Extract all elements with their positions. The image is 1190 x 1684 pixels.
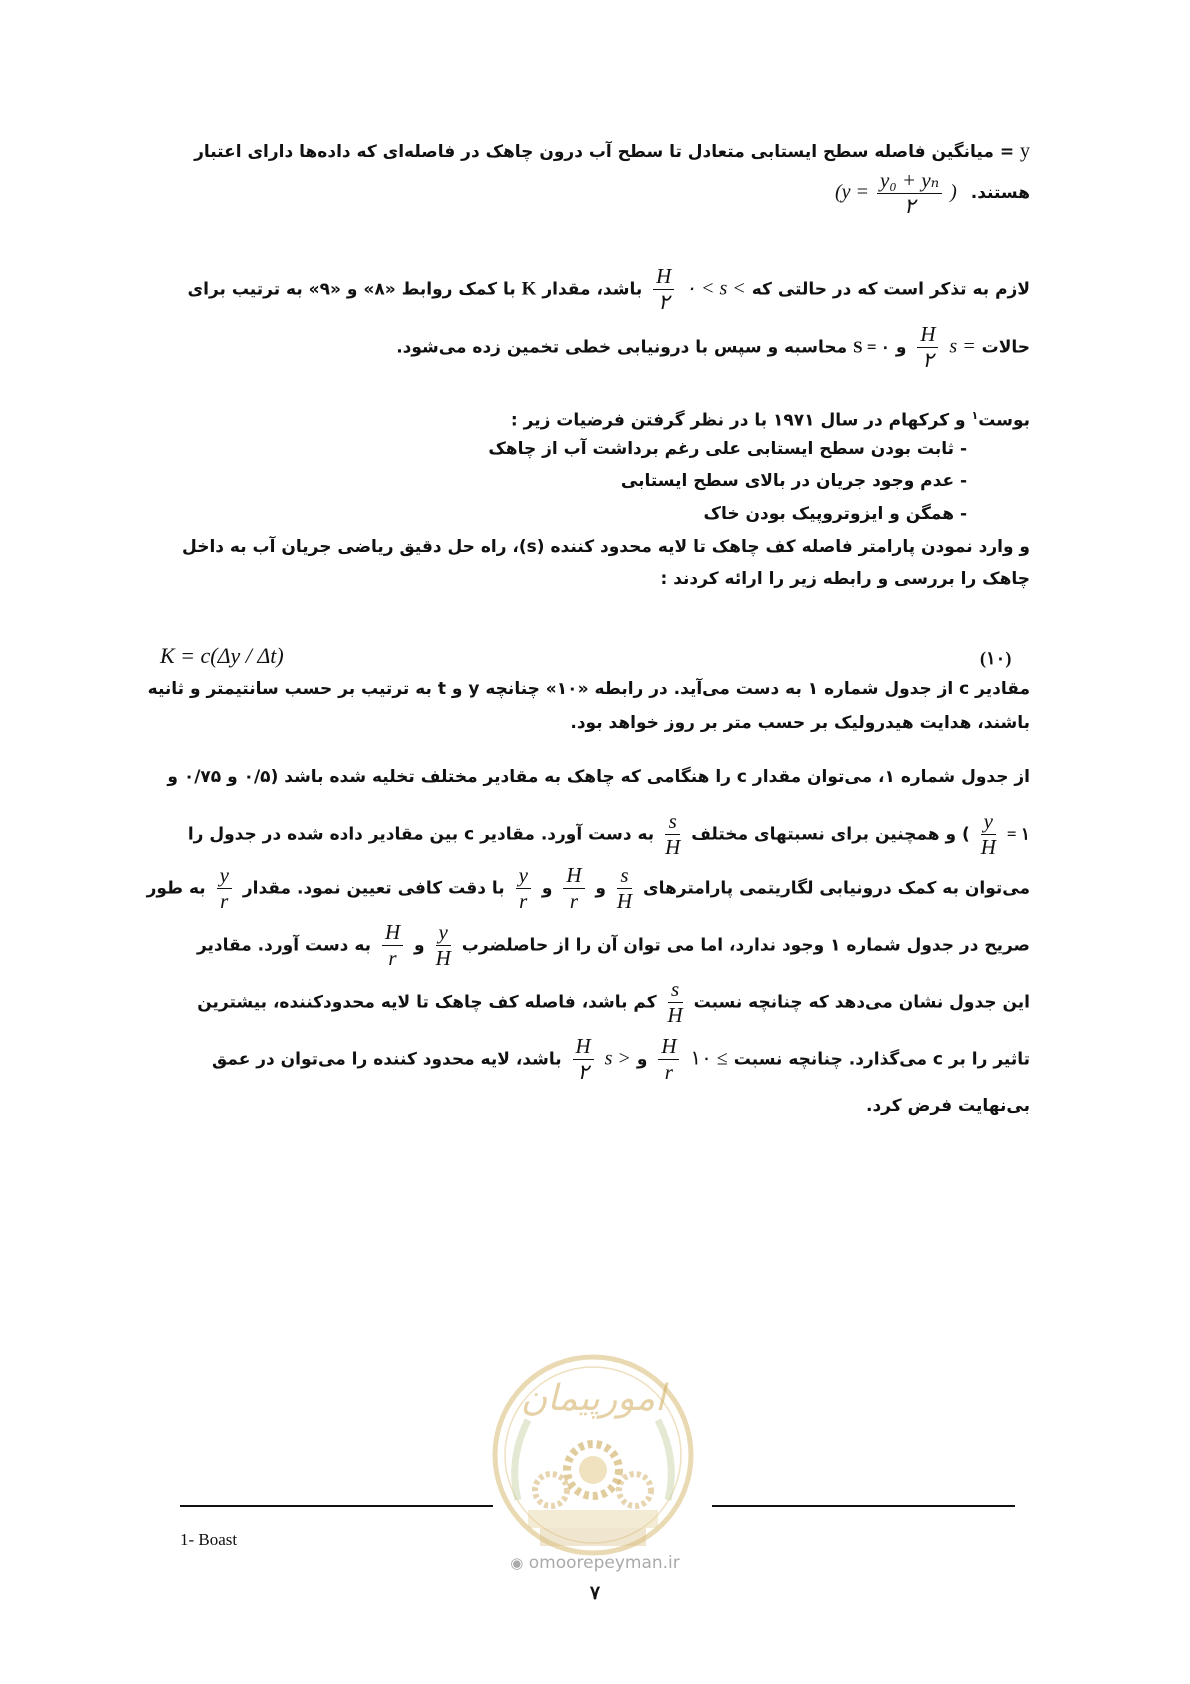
var-y: y xyxy=(1020,140,1030,162)
fraction-y-over-r xyxy=(217,865,232,912)
para4-line1: مقادیر c از جدول شماره ۱ به دست می‌آید. در رابطه «۱۰» چنانچه y و t به ترتیب بر حسب سانتیمتر و ثانیه xyxy=(147,679,1030,699)
footnote-mark: ۱ xyxy=(971,409,979,422)
fraction-s-over-H xyxy=(617,865,632,912)
para3-line6: چاهک را بررسی و رابطه زیر را ارائه کردند : xyxy=(660,569,1030,589)
at-icon: ◉ xyxy=(510,1554,524,1572)
p2-l2a: حالات xyxy=(981,337,1030,358)
para3-line5: و وارد نمودن پارامتر فاصله کف چاهک تا لایه محدود کننده (s)، راه حل دقیق ریاضی جریان آب به داخل xyxy=(182,537,1030,557)
bullet-text: عدم وجود جریان در بالای سطح ایستابی xyxy=(620,471,955,491)
p5-l6b: و xyxy=(636,1049,648,1070)
p5-gt: s > xyxy=(604,1047,631,1070)
para5-line3 xyxy=(147,865,1030,912)
fraction-y-over-H xyxy=(436,922,451,969)
para5-line6 xyxy=(212,1036,1030,1083)
logo-text: امورپیمان xyxy=(520,1378,666,1419)
para4-line2: باشند، هدایت هیدرولیک بر حسب متر بر روز خواهد بود. xyxy=(570,713,1030,733)
para5-line4 xyxy=(197,922,1030,969)
footnote: 1- Boast xyxy=(180,1530,238,1549)
fraction-H-over-2 xyxy=(573,1036,594,1083)
p5-l3c: با دقت کافی تعیین نمود. مقدار xyxy=(242,878,505,899)
para5-line7: بی‌نهایت فرض کرد. xyxy=(865,1096,1030,1116)
p5-l6c: باشد، لایه محدود کننده را می‌توان در عمق xyxy=(211,1049,562,1070)
fraction-H-over-r xyxy=(563,865,584,912)
para5-line1: از جدول شماره ۱، می‌توان مقدار c را هنگامی که چاهک به مقادیر مختلف تخلیه شده باشد (۰/۵ و ۰/۷۵ و xyxy=(167,767,1030,787)
bullet-item xyxy=(621,473,1030,490)
p2-s0: S = ۰ xyxy=(853,337,890,357)
bullet-dash: - xyxy=(960,504,968,524)
formula-lhs: (y = xyxy=(834,181,870,204)
p2-ineq: ۰ < s < xyxy=(685,277,746,300)
p5-l5a: این جدول نشان می‌دهد که چنانچه نسبت xyxy=(693,992,1030,1013)
frac-den: r xyxy=(388,946,397,970)
frac-den: H xyxy=(667,1003,683,1027)
footnote-separator-right xyxy=(712,1505,1015,1507)
fraction-y-over-H xyxy=(981,811,996,858)
fraction-mean xyxy=(877,170,942,217)
bullet-text: ثابت بودن سطح ایستابی علی رغم برداشت آب از چاهک xyxy=(488,439,955,459)
frac-den: r xyxy=(664,1060,673,1084)
p5-l3d: به طور xyxy=(146,878,206,899)
bullet-dash: - xyxy=(960,439,968,459)
p5-l4a: صریح در جدول شماره ۱ وجود ندارد، اما می توان آن را از حاصلضرب xyxy=(461,935,1030,956)
frac-num: H xyxy=(563,865,584,889)
p5-ge: ۱۰ ≤ xyxy=(690,1047,728,1070)
frac-den: H xyxy=(980,835,996,859)
frac-num: H xyxy=(382,922,403,946)
bullet-dash: - xyxy=(960,471,968,491)
fraction-H-over-2 xyxy=(917,324,938,371)
p2-l2b: و xyxy=(895,337,907,358)
formula-close: ) xyxy=(950,181,957,204)
para2-line1 xyxy=(188,266,1030,313)
fraction-s-over-H xyxy=(665,811,680,858)
p2-b: باشد، مقدار xyxy=(542,279,643,300)
footnote-separator-left xyxy=(180,1505,493,1507)
fraction-H-over-2 xyxy=(653,266,674,313)
fraction-s-over-H xyxy=(668,979,683,1026)
mean-formula xyxy=(834,168,957,218)
para2-line2 xyxy=(396,324,1030,371)
para3-line1 xyxy=(511,410,1030,430)
bullet-item xyxy=(488,441,1030,458)
frac-num: y₀ + yₙ xyxy=(877,170,942,194)
frac-num: s xyxy=(665,811,680,835)
para1-text: میانگین فاصله سطح ایستابی متعادل تا سطح آب درون چاهک در فاصله‌ای که داده‌ها دارای اعتبار xyxy=(194,142,994,162)
page-number: ۷ xyxy=(589,1582,601,1604)
frac-num: H xyxy=(917,324,938,348)
para1-text2: هستند. xyxy=(970,183,1030,204)
para1-line1 xyxy=(194,141,1030,161)
fraction-H-over-r xyxy=(382,922,403,969)
bullet-item xyxy=(704,506,1030,523)
equation-10: K = c(Δy / Δt) xyxy=(160,643,284,668)
logo xyxy=(488,1350,698,1560)
frac-num: y xyxy=(217,865,232,889)
frac-num: y xyxy=(981,811,996,835)
frac-den: ۲ xyxy=(658,290,670,314)
p5-l5b: کم باشد، فاصله کف چاهک تا لایه محدودکننده، بیشترین xyxy=(197,992,657,1013)
p2-l2c: محاسبه و سپس با درونیابی خطی تخمین زده می‌شود. xyxy=(396,337,848,358)
frac-den: H xyxy=(616,889,633,913)
frac-den: r xyxy=(519,889,528,913)
equation-number: (۱۰) xyxy=(980,648,1012,668)
p2-c: با کمک روابط «۸» و «۹» به ترتیب برای xyxy=(187,279,516,300)
frac-num: y xyxy=(436,922,451,946)
fraction-H-over-r xyxy=(658,1036,679,1083)
p5-l3b: و xyxy=(595,878,606,899)
fraction-y-over-r xyxy=(516,865,531,912)
frac-num: y xyxy=(516,865,531,889)
bullet-text: همگن و ایزوتروپیک بودن خاک xyxy=(703,504,955,524)
p5-l2c: به دست آورد. مقادیر c بین مقادیر داده شده در جدول را xyxy=(187,824,655,845)
frac-den: H xyxy=(435,946,451,970)
p2-eq: s = xyxy=(949,335,976,358)
watermark xyxy=(0,1553,1190,1573)
p2-a: لازم به تذکر است که در حالتی که xyxy=(751,279,1030,300)
frac-num: H xyxy=(658,1036,679,1060)
p5-l4c: به دست آورد. مقادیر xyxy=(196,935,372,956)
frac-num: H xyxy=(653,266,674,290)
para5-line2 xyxy=(188,811,1030,858)
frac-num: H xyxy=(573,1036,594,1060)
p5-l6a: تاثیر را بر c می‌گذارد. چنانچه نسبت xyxy=(733,1049,1030,1070)
frac-den: r xyxy=(220,889,229,913)
frac-den: r xyxy=(569,889,578,913)
frac-num: s xyxy=(668,979,683,1003)
p5-l3a: می‌توان به کمک درونیابی لگاریتمی پارامترهای xyxy=(643,878,1030,899)
para1-line2 xyxy=(835,170,1030,217)
p3-intro-rest: و کرکهام در سال ۱۹۷۱ با در نظر گرفتن فرضیات زیر : xyxy=(510,410,966,431)
p3-intro: بوست xyxy=(978,410,1030,431)
para5-line5 xyxy=(197,979,1030,1026)
p5-l4b: و xyxy=(414,935,425,956)
p5-l2b: ) و همچنین برای نسبتهای مختلف xyxy=(691,824,970,845)
watermark-url: omoorepeyman.ir xyxy=(528,1553,680,1573)
equals: = xyxy=(999,142,1015,162)
p2-K: K xyxy=(521,278,537,300)
p5-one-eq: ۱ = xyxy=(1006,824,1030,844)
frac-den: ۲ xyxy=(922,348,934,372)
p5-l3b2: و xyxy=(541,878,553,899)
frac-num: s xyxy=(617,865,632,889)
frac-den: ۲ xyxy=(577,1060,589,1084)
frac-den: H xyxy=(665,835,681,859)
frac-den: ۲ xyxy=(903,194,916,218)
